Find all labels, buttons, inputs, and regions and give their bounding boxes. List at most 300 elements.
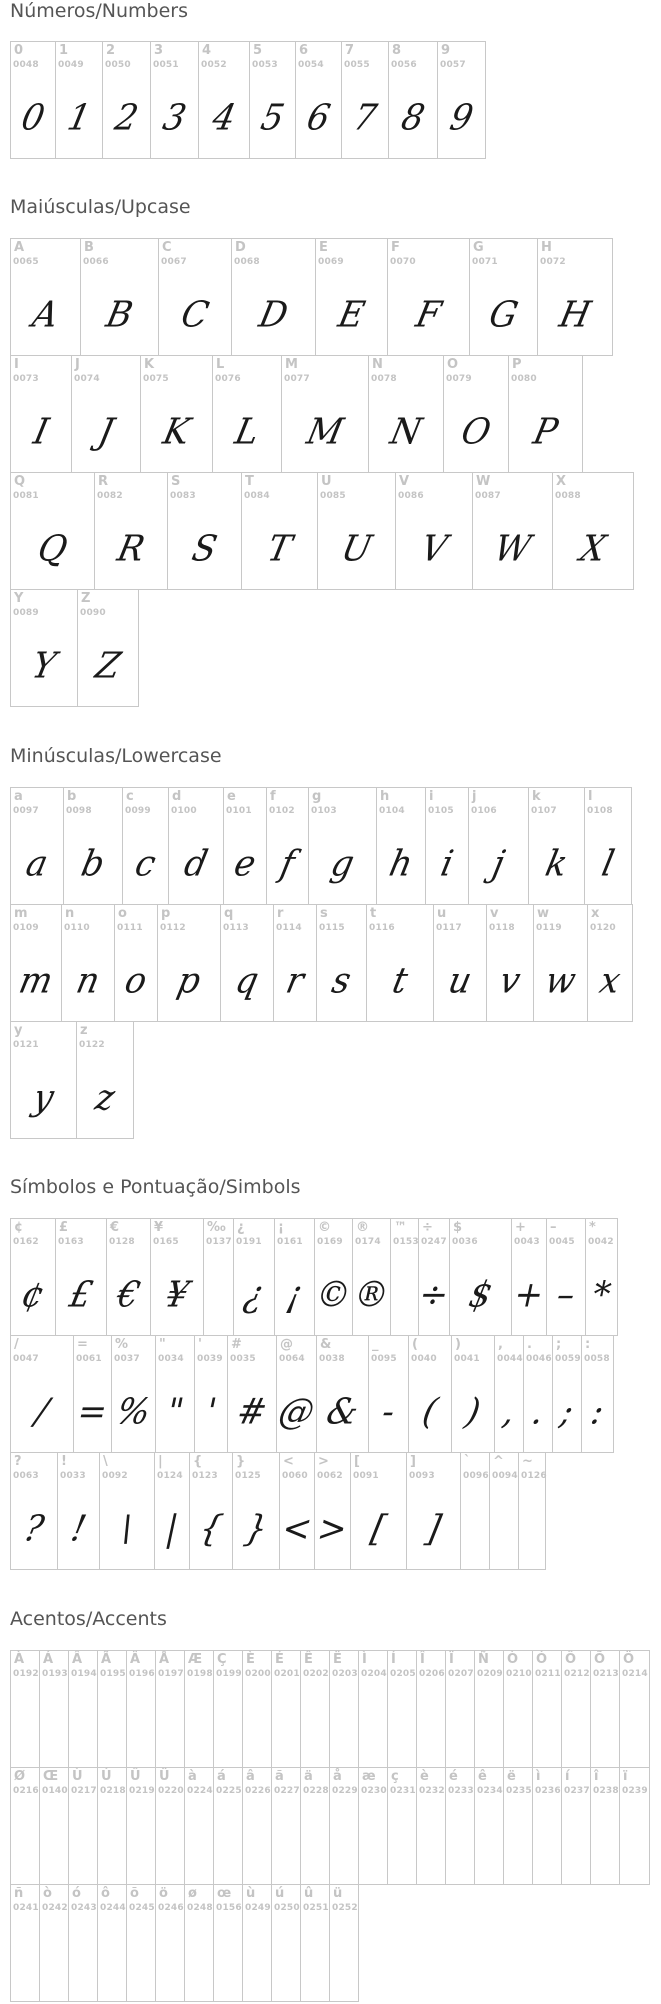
glyph-code-label: 0233 <box>448 1786 474 1796</box>
glyph-cell <box>58 1452 100 1570</box>
accents-row-2 <box>10 1767 650 1885</box>
glyph-cell <box>151 41 199 159</box>
glyph-cell <box>11 904 62 1022</box>
glyph-sample: V <box>417 528 451 570</box>
glyph-code-label: 0194 <box>71 1669 97 1679</box>
glyph-char-label: © <box>318 1220 331 1235</box>
glyph-sample: G <box>485 294 522 336</box>
glyph-cell <box>11 1218 56 1336</box>
glyph-code-label: 0082 <box>97 491 123 501</box>
glyph-sample: U <box>337 528 376 570</box>
glyph-code-label: 0238 <box>593 1786 619 1796</box>
glyph-cell <box>107 1218 151 1336</box>
glyph-cell <box>81 238 159 356</box>
glyph-sample: b <box>77 843 109 885</box>
glyph-cell <box>509 355 583 473</box>
glyph-char-label: à <box>188 1769 197 1784</box>
glyph-char-label: Z <box>81 591 91 606</box>
glyph-char-label: ê <box>478 1769 487 1784</box>
glyph-char-label: o <box>118 906 127 921</box>
glyph-sample: u <box>444 960 476 1002</box>
glyph-cell <box>620 1650 650 1768</box>
glyph-cell <box>250 41 296 159</box>
glyph-sample: ¢ <box>17 1274 49 1316</box>
glyph-cell <box>72 355 141 473</box>
glyph-char-label: ô <box>101 1886 110 1901</box>
glyph-sample <box>613 1696 655 1759</box>
glyph-cell <box>62 904 115 1022</box>
glyph-cell <box>438 41 486 159</box>
glyph-sample: € <box>113 1274 144 1316</box>
glyph-char-label: x <box>591 906 600 921</box>
glyph-char-label: W <box>476 474 491 489</box>
glyph-char-label: 7 <box>345 43 355 58</box>
glyph-sample: H <box>555 294 595 336</box>
glyph-cell <box>553 472 634 590</box>
glyph-code-label: 0087 <box>475 491 501 501</box>
glyph-cell <box>11 238 81 356</box>
glyph-char-label: ¿ <box>237 1220 245 1235</box>
glyph-code-label: 0105 <box>428 806 454 816</box>
glyph-char-label: È <box>246 1652 255 1667</box>
glyph-sample: 8 <box>397 97 429 139</box>
glyph-code-label: 0071 <box>472 257 498 267</box>
glyph-sample: T <box>263 528 296 570</box>
glyph-code-label: 0124 <box>157 1471 183 1481</box>
glyph-cell <box>369 355 444 473</box>
glyph-code-label: 0137 <box>206 1237 232 1247</box>
accents-row-3 <box>10 1884 359 2002</box>
glyph-cell <box>444 355 509 473</box>
glyph-code-label: 0042 <box>588 1237 614 1247</box>
glyph-code-label: 0046 <box>526 1354 552 1364</box>
glyph-code-label: 0224 <box>187 1786 213 1796</box>
glyph-char-label: _ <box>372 1337 379 1352</box>
glyph-sample: p <box>173 960 205 1002</box>
glyph-cell <box>64 787 123 905</box>
glyph-char-label: û <box>304 1886 314 1901</box>
glyph-cell <box>342 41 389 159</box>
glyph-sample: : <box>587 1391 608 1433</box>
glyph-code-label: 0252 <box>332 1903 358 1913</box>
glyph-cell <box>450 1218 512 1336</box>
glyph-sample: d <box>180 843 212 885</box>
symbols-row-3 <box>10 1452 546 1570</box>
glyph-char-label: H <box>541 240 552 255</box>
glyph-sample: ¡ <box>283 1274 306 1316</box>
glyph-code-label: 0228 <box>303 1786 329 1796</box>
glyph-sample: < <box>278 1508 316 1550</box>
symbols-row-2 <box>10 1335 614 1453</box>
glyph-cell <box>158 904 221 1022</box>
glyph-code-label: 0078 <box>371 374 397 384</box>
glyph-code-label: 0174 <box>355 1237 381 1247</box>
glyph-code-label: 0067 <box>161 257 187 267</box>
glyph-char-label: T <box>245 474 254 489</box>
section-title-upcase: Maiúsculas/Upcase <box>10 196 191 218</box>
glyph-char-label: ) <box>455 1337 461 1352</box>
glyph-char-label: ^ <box>493 1454 504 1469</box>
glyph-code-label: 0069 <box>318 257 344 267</box>
glyph-sample: = <box>73 1391 112 1433</box>
glyph-cell <box>112 1335 156 1453</box>
glyph-code-label: 0041 <box>454 1354 480 1364</box>
glyph-cell <box>317 1335 369 1453</box>
upcase-row-q-x <box>10 472 634 590</box>
glyph-code-label: 0062 <box>317 1471 343 1481</box>
glyph-code-label: 0195 <box>100 1669 126 1679</box>
glyph-sample: C <box>177 294 213 336</box>
glyph-sample: o <box>121 960 151 1002</box>
glyph-code-label: 0245 <box>129 1903 155 1913</box>
glyph-sample: R <box>113 528 149 570</box>
glyph-sample: " <box>162 1391 188 1433</box>
glyph-code-label: 0116 <box>369 923 395 933</box>
glyph-code-label: 0165 <box>153 1237 179 1247</box>
glyph-code-label: 0234 <box>477 1786 503 1796</box>
glyph-sample: & <box>322 1391 363 1433</box>
glyph-code-label: 0119 <box>536 923 562 933</box>
glyph-char-label: ò <box>43 1886 52 1901</box>
glyph-sample: $ <box>465 1274 496 1316</box>
glyph-code-label: 0217 <box>71 1786 97 1796</box>
glyph-sample: L <box>231 411 263 453</box>
glyph-sample: # <box>233 1391 271 1433</box>
glyph-sample <box>512 1498 551 1561</box>
glyph-cell <box>586 1218 618 1336</box>
glyph-sample: 7 <box>349 97 381 139</box>
glyph-sample: ' <box>201 1391 221 1433</box>
glyph-cell <box>100 1452 155 1570</box>
glyph-char-label: Æ <box>188 1652 203 1667</box>
glyph-code-label: 0251 <box>303 1903 329 1913</box>
glyph-char-label: K <box>144 357 155 372</box>
glyph-code-label: 0216 <box>13 1786 39 1796</box>
glyph-code-label: 0115 <box>319 923 345 933</box>
glyph-char-label: N <box>372 357 383 372</box>
glyph-sample: 9 <box>446 97 477 139</box>
glyph-char-label: R <box>98 474 109 489</box>
glyph-sample: E <box>334 294 369 336</box>
glyph-code-label: 0095 <box>371 1354 397 1364</box>
glyph-code-label: 0108 <box>587 806 613 816</box>
glyph-char-label: Í <box>391 1652 396 1667</box>
glyph-cell <box>11 589 78 707</box>
glyph-code-label: 0247 <box>421 1237 447 1247</box>
glyph-code-label: 0081 <box>13 491 39 501</box>
glyph-code-label: 0050 <box>105 60 131 70</box>
glyph-sample: / <box>31 1391 53 1433</box>
glyph-sample: 6 <box>303 97 334 139</box>
glyph-code-label: 0198 <box>187 1669 213 1679</box>
glyph-sample: | <box>161 1508 183 1550</box>
glyph-char-label: Ã <box>101 1652 112 1667</box>
upcase-row-a-h <box>10 238 613 356</box>
glyph-char-label: À <box>14 1652 25 1667</box>
glyph-cell <box>151 1218 204 1336</box>
glyph-char-label: < <box>283 1454 294 1469</box>
glyph-char-label: V <box>399 474 410 489</box>
glyph-char-label: É <box>275 1652 284 1667</box>
glyph-char-label: m <box>14 906 28 921</box>
glyph-sample: 4 <box>208 97 240 139</box>
glyph-sample: ¿ <box>240 1274 268 1316</box>
glyph-code-label: 0098 <box>66 806 92 816</box>
glyph-char-label: U <box>321 474 332 489</box>
glyph-cell <box>407 1452 461 1570</box>
glyph-char-label: s <box>320 906 328 921</box>
glyph-char-label: & <box>320 1337 332 1352</box>
glyph-cell <box>274 904 317 1022</box>
glyph-code-label: 0227 <box>274 1786 300 1796</box>
glyph-code-label: 0236 <box>535 1786 561 1796</box>
glyph-code-label: 0248 <box>187 1903 213 1913</box>
glyph-char-label: | <box>158 1454 163 1469</box>
glyph-code-label: 0202 <box>303 1669 329 1679</box>
glyph-code-label: 0110 <box>64 923 90 933</box>
glyph-cell <box>351 1452 407 1570</box>
glyph-char-label: ; <box>556 1337 562 1352</box>
glyph-char-label: A <box>14 240 25 255</box>
glyph-code-label: 0214 <box>622 1669 648 1679</box>
glyph-cell <box>470 238 538 356</box>
glyph-code-label: 0074 <box>74 374 100 384</box>
glyph-code-label: 0079 <box>446 374 472 384</box>
glyph-sample: ¥ <box>161 1274 193 1316</box>
glyph-sample: \ <box>116 1508 138 1550</box>
glyph-sample: ! <box>67 1508 90 1550</box>
glyph-code-label: 0226 <box>245 1786 271 1796</box>
glyph-code-label: 0203 <box>332 1669 358 1679</box>
glyph-cell <box>123 787 169 905</box>
glyph-sample: a <box>22 843 52 885</box>
glyph-char-label: ( <box>412 1337 418 1352</box>
glyph-sample: + <box>510 1274 548 1316</box>
glyph-code-label: 0117 <box>436 923 462 933</box>
glyph-char-label: F <box>391 240 400 255</box>
glyph-code-label: 0063 <box>13 1471 39 1481</box>
glyph-char-label: ‰ <box>207 1220 226 1235</box>
glyph-code-label: 0080 <box>511 374 537 384</box>
section-title-symbols: Símbolos e Pontuação/Simbols <box>10 1176 301 1198</box>
glyph-cell <box>620 1767 650 1885</box>
glyph-sample: r <box>282 960 308 1002</box>
glyph-char-label: c <box>126 789 134 804</box>
glyph-cell <box>487 904 534 1022</box>
glyph-cell <box>538 238 613 356</box>
glyph-code-label: 0210 <box>506 1669 532 1679</box>
glyph-char-label: d <box>172 789 182 804</box>
glyph-char-label: í <box>565 1769 570 1784</box>
glyph-char-label: g <box>312 789 322 804</box>
lowercase-row-m-x <box>10 904 633 1022</box>
glyph-char-label: Á <box>43 1652 54 1667</box>
glyph-code-label: 0096 <box>463 1471 489 1481</box>
glyph-sample: z <box>91 1077 119 1119</box>
glyph-char-label: ñ <box>14 1886 24 1901</box>
glyph-code-label: 0060 <box>282 1471 308 1481</box>
glyph-sample: - <box>378 1391 399 1433</box>
glyph-cell <box>56 41 103 159</box>
glyph-sample: } <box>240 1508 272 1550</box>
glyph-char-label: ? <box>14 1454 22 1469</box>
glyph-char-label: y <box>14 1023 23 1038</box>
glyph-char-label: ™ <box>394 1220 407 1235</box>
glyph-code-label: 0206 <box>419 1669 445 1679</box>
glyph-cell <box>169 787 224 905</box>
glyph-cell <box>409 1335 452 1453</box>
glyph-cell <box>233 1452 280 1570</box>
glyph-code-label: 0048 <box>13 60 39 70</box>
glyph-char-label: ¥ <box>154 1220 164 1235</box>
glyph-char-label: Ñ <box>478 1652 489 1667</box>
glyph-code-label: 0045 <box>549 1237 575 1247</box>
glyph-char-label: Q <box>14 474 26 489</box>
glyph-code-label: 0034 <box>158 1354 184 1364</box>
glyph-sample: ] <box>422 1508 445 1550</box>
glyph-code-label: 0047 <box>13 1354 39 1364</box>
glyph-code-label: 0104 <box>379 806 405 816</box>
accents-row-1 <box>10 1650 650 1768</box>
glyph-cell <box>56 1218 107 1336</box>
glyph-code-label: 0243 <box>71 1903 97 1913</box>
glyph-code-label: 0107 <box>531 806 557 816</box>
glyph-sample: – <box>553 1274 579 1316</box>
glyph-code-label: 0249 <box>245 1903 271 1913</box>
glyph-code-label: 0091 <box>353 1471 379 1481</box>
glyph-char-label: 1 <box>59 43 69 58</box>
glyph-sample: £ <box>65 1274 97 1316</box>
glyph-char-label: ï <box>623 1769 628 1784</box>
glyph-sample: Q <box>34 528 71 570</box>
glyph-char-label: ü <box>333 1886 343 1901</box>
glyph-char-label: õ <box>130 1886 139 1901</box>
glyph-code-label: 0076 <box>215 374 241 384</box>
glyph-code-label: 0153 <box>393 1237 419 1247</box>
glyph-sample: { <box>195 1508 227 1550</box>
glyph-code-label: 0054 <box>298 60 324 70</box>
glyph-code-label: 0093 <box>409 1471 435 1481</box>
glyph-char-label: Å <box>159 1652 170 1667</box>
symbols-row-1 <box>10 1218 618 1336</box>
glyph-char-label: â <box>246 1769 255 1784</box>
glyph-sample: ÷ <box>415 1274 453 1316</box>
glyph-sample <box>323 1930 364 1993</box>
glyph-code-label: 0088 <box>555 491 581 501</box>
glyph-cell <box>11 1452 58 1570</box>
glyph-code-label: 0057 <box>440 60 466 70</box>
glyph-char-label: i <box>429 789 434 804</box>
glyph-sample: 5 <box>257 97 288 139</box>
glyph-char-label: \ <box>103 1454 108 1469</box>
glyph-cell <box>585 787 632 905</box>
glyph-sample: ; <box>556 1391 578 1433</box>
glyph-char-label: @ <box>280 1337 293 1352</box>
glyph-sample: x <box>595 960 625 1002</box>
glyph-code-label: 0229 <box>332 1786 358 1796</box>
glyph-char-label: Ü <box>159 1769 170 1784</box>
glyph-code-label: 0112 <box>160 923 186 933</box>
glyph-code-label: 0061 <box>76 1354 102 1364</box>
glyph-char-label: C <box>162 240 172 255</box>
glyph-char-label: ì <box>536 1769 541 1784</box>
glyph-code-label: 0128 <box>109 1237 135 1247</box>
glyph-cell <box>316 238 388 356</box>
glyph-code-label: 0201 <box>274 1669 300 1679</box>
glyph-char-label: # <box>231 1337 242 1352</box>
glyph-char-label: Ê <box>304 1652 313 1667</box>
glyph-char-label: è <box>420 1769 429 1784</box>
glyph-char-label: ¢ <box>14 1220 24 1235</box>
glyph-char-label: " <box>159 1337 166 1352</box>
glyph-sample: e <box>230 843 260 885</box>
glyph-char-label: œ <box>217 1886 232 1901</box>
glyph-code-label: 0246 <box>158 1903 184 1913</box>
glyph-char-label: Û <box>130 1769 141 1784</box>
glyph-char-label: [ <box>354 1454 360 1469</box>
glyph-code-label: 0211 <box>535 1669 561 1679</box>
glyph-cell <box>377 787 426 905</box>
glyph-code-label: 0125 <box>235 1471 261 1481</box>
glyph-code-label: 0163 <box>58 1237 84 1247</box>
glyph-sample: W <box>490 528 535 570</box>
glyph-char-label: r <box>277 906 284 921</box>
glyph-code-label: 0109 <box>13 923 39 933</box>
glyph-cell <box>199 41 250 159</box>
glyph-code-label: 0085 <box>320 491 346 501</box>
glyph-cell <box>296 41 342 159</box>
glyph-cell <box>77 1021 134 1139</box>
glyph-cell <box>228 1335 277 1453</box>
glyph-code-label: 0058 <box>584 1354 610 1364</box>
glyph-cell <box>224 787 267 905</box>
glyph-char-label: a <box>14 789 23 804</box>
glyph-cell <box>519 1452 546 1570</box>
glyph-code-label: 0220 <box>158 1786 184 1796</box>
glyph-code-label: 0100 <box>171 806 197 816</box>
glyph-char-label: ÷ <box>422 1220 433 1235</box>
glyph-sample: D <box>255 294 292 336</box>
glyph-char-label: ú <box>275 1886 285 1901</box>
glyph-char-label: Ú <box>101 1769 112 1784</box>
glyph-cell <box>389 41 438 159</box>
glyph-code-label: 0123 <box>192 1471 218 1481</box>
glyph-code-label: 0244 <box>100 1903 126 1913</box>
glyph-cell <box>317 904 367 1022</box>
glyph-char-label: , <box>498 1337 503 1352</box>
glyph-code-label: 0066 <box>83 257 109 267</box>
glyph-code-label: 0197 <box>158 1669 184 1679</box>
glyph-char-label: z <box>80 1023 88 1038</box>
glyph-code-label: 0161 <box>277 1237 303 1247</box>
glyph-char-label: Ø <box>14 1769 26 1784</box>
glyph-char-label: f <box>270 789 276 804</box>
glyph-char-label: ' <box>198 1337 202 1352</box>
glyph-char-label: O <box>447 357 459 372</box>
glyph-code-label: 0225 <box>216 1786 242 1796</box>
glyph-char-label: I <box>14 357 19 372</box>
glyph-char-label: ö <box>159 1886 168 1901</box>
glyph-code-label: 0237 <box>564 1786 590 1796</box>
glyph-code-label: 0049 <box>58 60 84 70</box>
glyph-code-label: 0219 <box>129 1786 155 1796</box>
glyph-sample: Y <box>28 645 60 687</box>
glyph-char-label: Œ <box>43 1769 59 1784</box>
glyph-char-label: € <box>110 1220 120 1235</box>
glyph-char-label: Ï <box>449 1652 454 1667</box>
glyph-code-label: 0040 <box>411 1354 437 1364</box>
glyph-code-label: 0068 <box>234 257 260 267</box>
